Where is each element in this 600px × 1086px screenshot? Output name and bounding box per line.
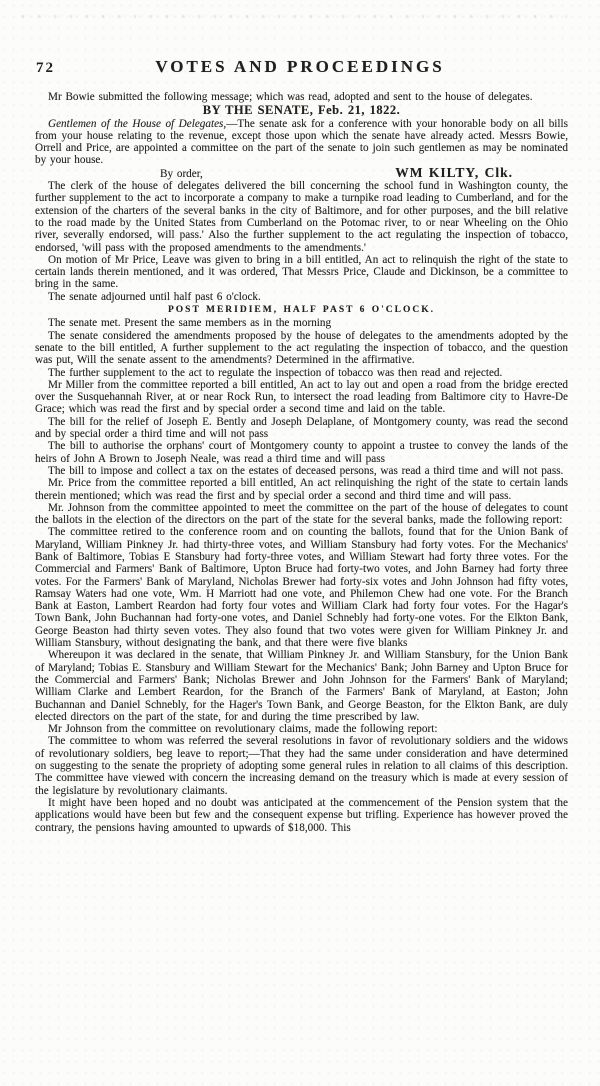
paragraph <box>35 118 568 167</box>
page-header <box>0 57 600 81</box>
paragraph: Mr. Price from the committee reported a bill entitled, An act relinquishing the right of the state to certain lands therein mentioned; which was read the first and by special order a second and third time and will pass. <box>35 477 568 502</box>
salutation: Gentlemen of the House of Delegates, <box>48 117 227 130</box>
by-order-label: By order, <box>160 167 203 180</box>
clerk-signature: WM KILTY, Clk. <box>395 164 513 180</box>
by-order-line <box>35 164 568 180</box>
paragraph: The bill to impose and collect a tax on the estates of deceased persons, was read a third time and will not pass. <box>48 464 564 477</box>
paragraph: The committee to whom was referred the several resolutions in favor of revolutionary soldiers and the widows of revolutionary soldiers, beg leave to report;—That they had the same under consideration and have determined on suggesting to the senate the propriety of adopting some general rules in relation to all claims of this description. The committee have viewed with concern the increasing demand on the treasury which is made at every session of the legislature by revolutionary claimants. <box>35 735 568 797</box>
paragraph: The further supplement to the act to regulate the inspection of tobacco was then read and rejected. <box>48 366 503 379</box>
paragraph-text: —The senate ask for a conference with your honorable body on all bills from your house relating to the revenue, except those upon which the senate have already acted. Messrs Bowie, Orrell and Price, are appointed a committee on the part of the senate to join such gentlemen as may be nominated by your house. <box>35 117 568 167</box>
page-body <box>35 91 568 834</box>
scan-noise <box>22 15 567 18</box>
page-number: 72 <box>36 60 55 76</box>
paragraph: The senate met. Present the same members as in the morning <box>48 317 332 330</box>
paragraph: Mr Bowie submitted the following message; which was read, adopted and sent to the house of delegates. <box>48 91 533 103</box>
paragraph: The clerk of the house of delegates delivered the bill concerning the school fund in Washington county, the further supplement to the act to incorporate a company to make a turnpike road leading to Cumberland, and for the extension of the charters of the several banks in the city of Baltimore, and for other purposes, and the bill relative to the road made by the United States from Cumberland on the Potomac river, to or near Wheeling on the Ohio river, severally endorsed, will pass.' Also the further supplement to the act regulating the inspection of tobacco, endorsed, 'will pass with the proposed amendments to the amendments.' <box>35 180 568 254</box>
paragraph: Mr. Johnson from the committee appointed to meet the committee on the part of the house of delegates to count the ballots in the election of the directors on the part of the state for the several banks, made the following report: <box>35 501 568 527</box>
paragraph: On motion of Mr Price, Leave was given to bring in a bill entitled, An act to relinquish the right of the state to certain lands therein mentioned, and it was ordered, That Messrs Price, Claude and Dickinson, be a committee to bring in the same. <box>35 253 568 291</box>
paragraph: It might have been hoped and no doubt was anticipated at the commencement of the Pension system that the applications would have been but few and the consequent expense but trifling. Experience has however proved the contrary, the pensions having amounted to upwards of $18,000. This <box>35 796 568 834</box>
page-title: VOTES AND PROCEEDINGS <box>155 57 445 76</box>
paragraph: The senate considered the amendments proposed by the house of delegates to the amendments adopted by the senate to the bill entitled, A further supplement to the act regulating the inspection of tobacco, and the question was put, Will the senate assent to the amendments? Determined in the affirmative. <box>35 329 568 367</box>
paragraph: Mr Miller from the committee reported a bill entitled, An act to lay out and open a road from the bridge erected over the Susquehannah River, at or near Rock Run, to intersect the road leading from Baltimore city to Havre-De Grace; which was read the first and by special order a second time and laid on the table. <box>35 378 568 416</box>
paragraph: The senate adjourned until half past 6 o'clock. <box>48 290 261 303</box>
paragraph: The committee retired to the conference room and on counting the ballots, found that for the Union Bank of Maryland, William Pinkney Jr. had thirty-three votes, and William Stansbury had forty votes. For the Mechanics' Bank of Baltimore, Tobias E Stansbury had forty-three votes, and William Stewart had forty three votes. For the Commercial and Farmers' Bank of Baltimore, Upton Bruce had forty-two votes, and John Barney had forty three votes. For the Farmers' Bank of Maryland, Nicholas Brewer had forty-six votes and John Johnson had fifty votes, Ramsay Waters had one vote, Wm. H Marriott had one vote, and Philemon Chew had one vote. For the Branch Bank at Easton, Lambert Reardon had forty four votes and William Clark had forty four votes. For the Hagar's Town Bank, John Buchannan had forty-one votes, and Daniel Schnebly had forty-one votes. For the Elkton Bank, George Beaston had thirty seven votes. They also found that two votes were given for William Pinkney Jr. and William Stansbury, without designating the bank, and that there were five blanks <box>35 526 568 650</box>
session-heading: POST MERIDIEM, HALF PAST 6 O'CLOCK. <box>167 305 436 316</box>
paragraph: The bill to authorise the orphans' court of Montgomery county to appoint a trustee to convey the lands of the heirs of John A Brown to Joseph Neale, was read a third time and will pass <box>35 440 568 465</box>
section-heading: BY THE SENATE, Feb. 21, 1822. <box>202 103 401 118</box>
paragraph: The bill for the relief of Joseph E. Bently and Joseph Delaplane, of Montgomery county, was read the second and by special order a third time and will not pass <box>35 415 568 441</box>
paragraph: Whereupon it was declared in the senate, that William Pinkney Jr. and William Stansbury, for the Union Bank of Maryland; Tobias E. Stansbury and William Stewart for the Mechanics' Bank; John Barney and Upton Bruce for the Commercial and Farmers' Bank; Nicholas Brewer and John Johnson for the Farmers' Bank of Maryland; William Clarke and Lembert Reardon, for the Branch of the Farmers' Bank of Maryland, at Easton; John Buchannan and Daniel Schnebly, for the Hager's Town Bank, and George Beaston, for the Elkton Bank, are duly elected directors on the part of the state, for and during the time prescribed by law. <box>35 649 568 723</box>
paragraph: Mr Johnson from the committee on revolutionary claims, made the following report: <box>48 723 438 736</box>
